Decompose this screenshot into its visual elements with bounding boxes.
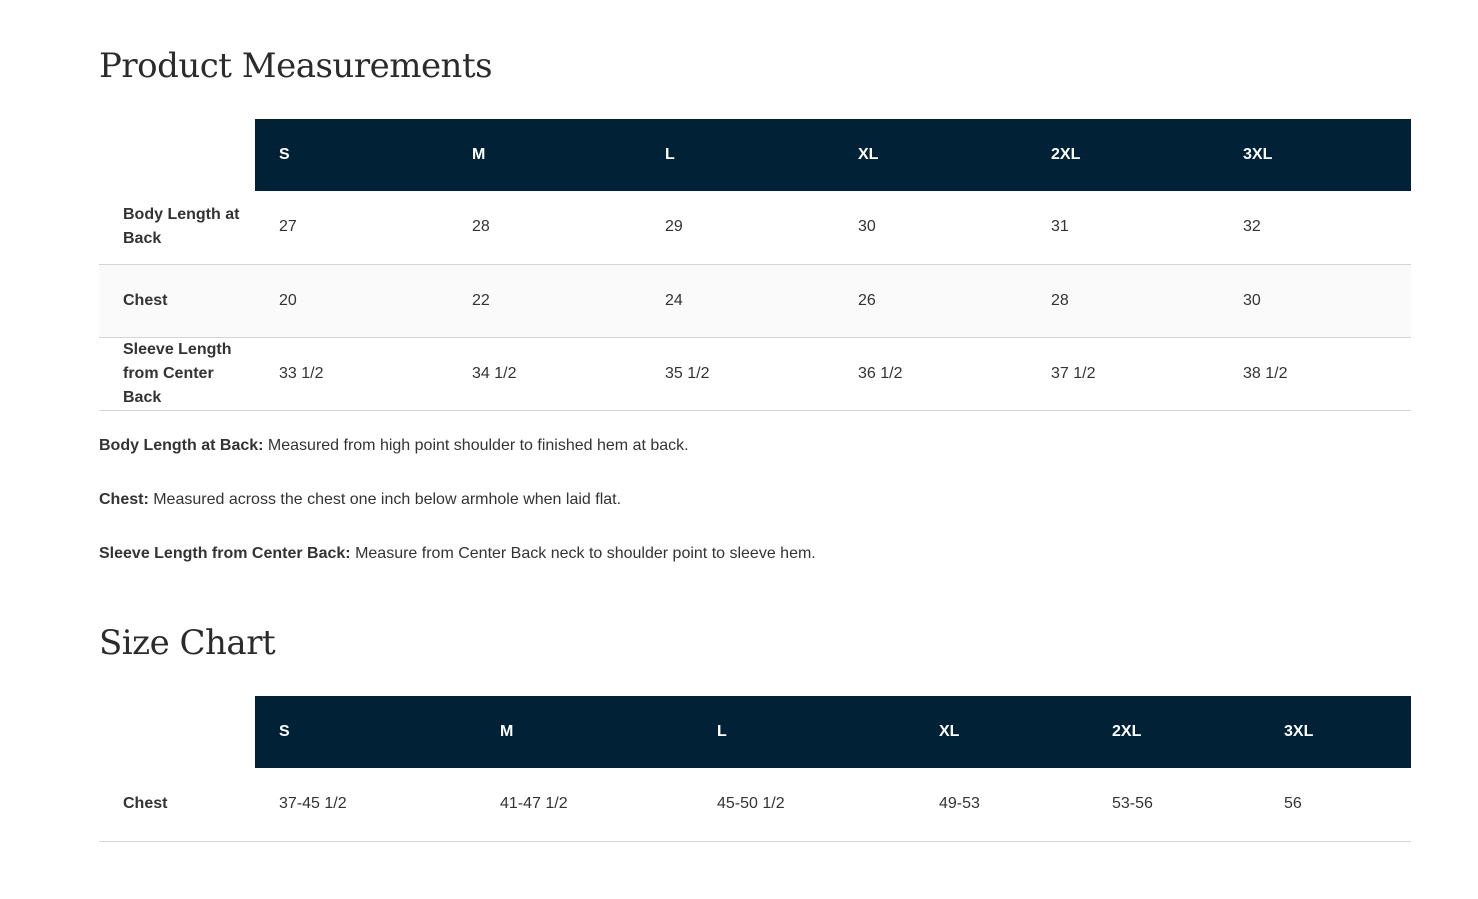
size-header-xl: XL: [834, 119, 1027, 191]
table-cell: 45-50 1/2: [693, 768, 915, 841]
size-chart-title: Size Chart: [99, 623, 276, 663]
table-cell: 37 1/2: [1027, 337, 1219, 410]
table-cell: 38 1/2: [1219, 337, 1411, 410]
table-row: [99, 768, 1411, 841]
size-header-2xl: 2XL: [1027, 119, 1219, 191]
size-header-2xl: 2XL: [1088, 696, 1260, 768]
note-body-length: [99, 434, 1399, 458]
table-cell: 30: [1219, 264, 1411, 337]
table-cell: 56: [1260, 768, 1411, 841]
table-cell: 31: [1027, 191, 1219, 264]
table-cell: 29: [641, 191, 834, 264]
note-text: Measure from Center Back neck to shoulder point to sleeve hem.: [350, 545, 816, 562]
note-sleeve-length: [99, 542, 1399, 566]
row-label-chest: Chest: [99, 264, 255, 337]
size-header-l: L: [641, 119, 834, 191]
size-header-m: M: [448, 119, 641, 191]
table-row: [99, 264, 1411, 337]
table-cell: 30: [834, 191, 1027, 264]
header-corner-cell: [99, 696, 255, 768]
note-term: Body Length at Back:: [99, 437, 264, 454]
size-header-s: S: [255, 119, 448, 191]
size-chart-table: [99, 696, 1411, 842]
table-cell: 49-53: [915, 768, 1088, 841]
table-header-row: [99, 696, 1411, 768]
note-term: Sleeve Length from Center Back:: [99, 545, 351, 562]
size-header-l: L: [693, 696, 915, 768]
product-measurements-title: Product Measurements: [99, 46, 493, 86]
table-cell: 28: [448, 191, 641, 264]
table-row: [99, 191, 1411, 264]
product-measurements-table: [99, 119, 1411, 411]
table-header-row: [99, 119, 1411, 191]
note-text: Measured across the chest one inch below armhole when laid flat.: [148, 491, 622, 508]
table-cell: 34 1/2: [448, 337, 641, 410]
size-header-3xl: 3XL: [1219, 119, 1411, 191]
row-label-body-length: Body Length at Back: [99, 191, 255, 264]
size-header-xl: XL: [915, 696, 1088, 768]
table-cell: 24: [641, 264, 834, 337]
note-text: Measured from high point shoulder to finished hem at back.: [263, 437, 689, 454]
table-cell: 20: [255, 264, 448, 337]
table-cell: 53-56: [1088, 768, 1260, 841]
header-corner-cell: [99, 119, 255, 191]
note-chest: [99, 488, 1399, 512]
note-term: Chest:: [99, 491, 149, 508]
table-cell: 33 1/2: [255, 337, 448, 410]
table-cell: 28: [1027, 264, 1219, 337]
table-cell: 35 1/2: [641, 337, 834, 410]
row-label-chest: Chest: [99, 768, 255, 841]
size-header-3xl: 3XL: [1260, 696, 1411, 768]
table-cell: 37-45 1/2: [255, 768, 476, 841]
table-cell: 26: [834, 264, 1027, 337]
table-cell: 27: [255, 191, 448, 264]
table-row: [99, 337, 1411, 410]
measurement-notes: [99, 434, 1399, 596]
row-label-sleeve-length: Sleeve Length from Center Back: [99, 337, 255, 410]
size-header-s: S: [255, 696, 476, 768]
table-cell: 32: [1219, 191, 1411, 264]
table-cell: 22: [448, 264, 641, 337]
table-cell: 41-47 1/2: [476, 768, 693, 841]
table-cell: 36 1/2: [834, 337, 1027, 410]
size-header-m: M: [476, 696, 693, 768]
